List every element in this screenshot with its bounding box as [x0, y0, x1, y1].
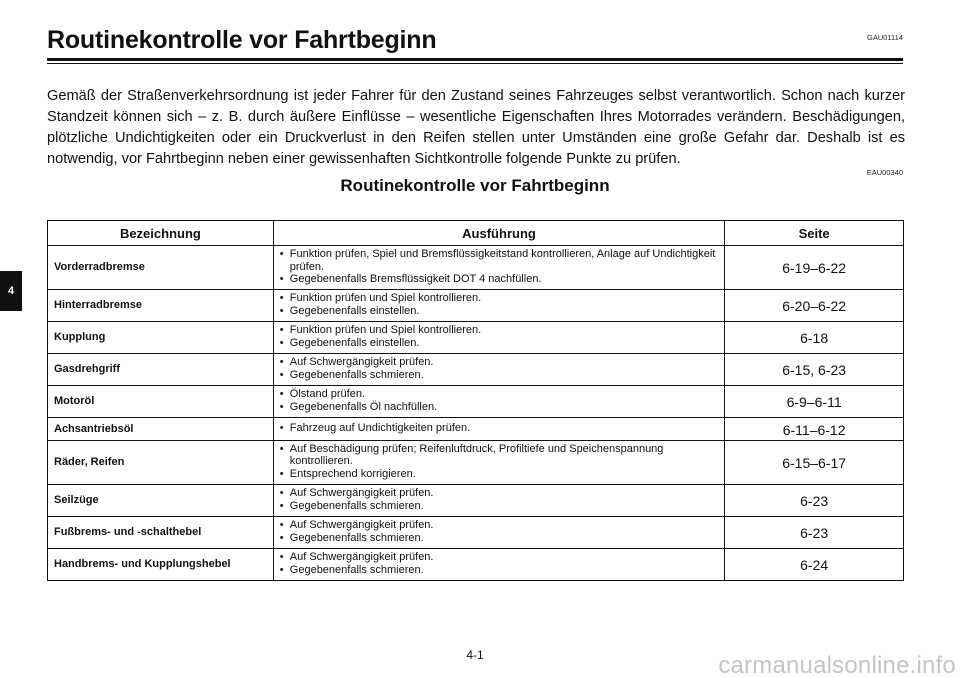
column-header: Seite	[725, 221, 904, 246]
item-name: Handbrems- und Kupplungshebel	[48, 548, 274, 580]
item-actions	[273, 385, 724, 417]
item-actions	[273, 289, 724, 321]
table-row	[48, 353, 904, 385]
action-item: • Gegebenenfalls schmieren.	[280, 369, 718, 382]
item-actions	[273, 353, 724, 385]
item-page-ref: 6-23	[725, 484, 904, 516]
item-actions	[273, 321, 724, 353]
action-item: • Funktion prüfen und Spiel kontrollieren.	[280, 292, 718, 305]
action-item: • Auf Beschädigung prüfen; Reifenluftdruck, Profiltiefe und Speichenspannung kontrollieren.	[280, 443, 718, 468]
action-item: • Funktion prüfen und Spiel kontrollieren.	[280, 324, 718, 337]
action-item: • Fahrzeug auf Undichtigkeiten prüfen.	[280, 422, 718, 435]
action-item: • Entsprechend korrigieren.	[280, 468, 718, 481]
action-item: • Gegebenenfalls schmieren.	[280, 500, 718, 513]
column-header: Ausführung	[273, 221, 724, 246]
action-item: • Ölstand prüfen.	[280, 388, 718, 401]
title-rule-thin	[47, 63, 903, 64]
item-page-ref: 6-11–6-12	[725, 417, 904, 440]
item-name: Hinterradbremse	[48, 289, 274, 321]
section-code: EAU00340	[866, 168, 903, 177]
table-row	[48, 417, 904, 440]
table-header-row	[48, 221, 904, 246]
item-name: Vorderradbremse	[48, 246, 274, 290]
item-actions	[273, 440, 724, 484]
header-code: GAU01114	[867, 33, 903, 42]
chapter-tab: 4	[0, 271, 22, 311]
item-page-ref: 6-15–6-17	[725, 440, 904, 484]
table-row	[48, 246, 904, 290]
item-name: Kupplung	[48, 321, 274, 353]
column-header: Bezeichnung	[48, 221, 274, 246]
action-item: • Gegebenenfalls einstellen.	[280, 305, 718, 318]
table-row	[48, 385, 904, 417]
watermark: carmanualsonline.info	[718, 652, 956, 678]
table-row	[48, 289, 904, 321]
item-name: Achsantriebsöl	[48, 417, 274, 440]
action-item: • Gegebenenfalls schmieren.	[280, 564, 718, 577]
item-name: Gasdrehgriff	[48, 353, 274, 385]
item-name: Motoröl	[48, 385, 274, 417]
item-page-ref: 6-19–6-22	[725, 246, 904, 290]
item-page-ref: 6-23	[725, 516, 904, 548]
item-page-ref: 6-20–6-22	[725, 289, 904, 321]
action-item: • Auf Schwergängigkeit prüfen.	[280, 356, 718, 369]
table-row	[48, 548, 904, 580]
item-actions	[273, 246, 724, 290]
action-item: • Gegebenenfalls Öl nachfüllen.	[280, 401, 718, 414]
action-item: • Funktion prüfen, Spiel und Bremsflüssigkeitstand kontrollieren, Anlage auf Undichtigkeit prüfen.	[280, 248, 718, 273]
checklist-table	[47, 220, 904, 581]
item-page-ref: 6-24	[725, 548, 904, 580]
item-page-ref: 6-9–6-11	[725, 385, 904, 417]
table-row	[48, 440, 904, 484]
action-item: • Gegebenenfalls Bremsflüssigkeit DOT 4 nachfüllen.	[280, 273, 718, 286]
table-row	[48, 321, 904, 353]
intro-paragraph: Gemäß der Straßenverkehrsordnung ist jeder Fahrer für den Zustand seines Fahrzeuges selbst verantwortlich. Schon nach kurzer Standzeit können sich – z. B. durch äußere Einflüsse – wesentliche Eigenschaften Ihres Motorrades verändern. Beschädigungen, plötzliche Undichtigkeiten oder ein Druckverlust in den Reifen stellen unter Umständen eine große Gefahr dar. Deshalb ist es notwendig, vor Fahrtbeginn neben einer gewissenhaften Sichtkontrolle folgende Punkte zu prüfen.	[47, 88, 905, 167]
page-number: 4-1	[466, 648, 484, 662]
section-title: Routinekontrolle vor Fahrtbeginn	[340, 176, 610, 195]
item-name: Fußbrems- und -schalthebel	[48, 516, 274, 548]
action-item: • Auf Schwergängigkeit prüfen.	[280, 551, 718, 564]
page-title: Routinekontrolle vor Fahrtbeginn	[47, 26, 437, 54]
item-actions	[273, 484, 724, 516]
action-item: • Auf Schwergängigkeit prüfen.	[280, 487, 718, 500]
table-row	[48, 484, 904, 516]
action-item: • Gegebenenfalls einstellen.	[280, 337, 718, 350]
action-item: • Gegebenenfalls schmieren.	[280, 532, 718, 545]
item-page-ref: 6-15, 6-23	[725, 353, 904, 385]
item-name: Seilzüge	[48, 484, 274, 516]
item-name: Räder, Reifen	[48, 440, 274, 484]
item-actions	[273, 516, 724, 548]
action-item: • Auf Schwergängigkeit prüfen.	[280, 519, 718, 532]
item-actions	[273, 548, 724, 580]
item-actions	[273, 417, 724, 440]
item-page-ref: 6-18	[725, 321, 904, 353]
title-rule	[47, 58, 903, 61]
table-row	[48, 516, 904, 548]
